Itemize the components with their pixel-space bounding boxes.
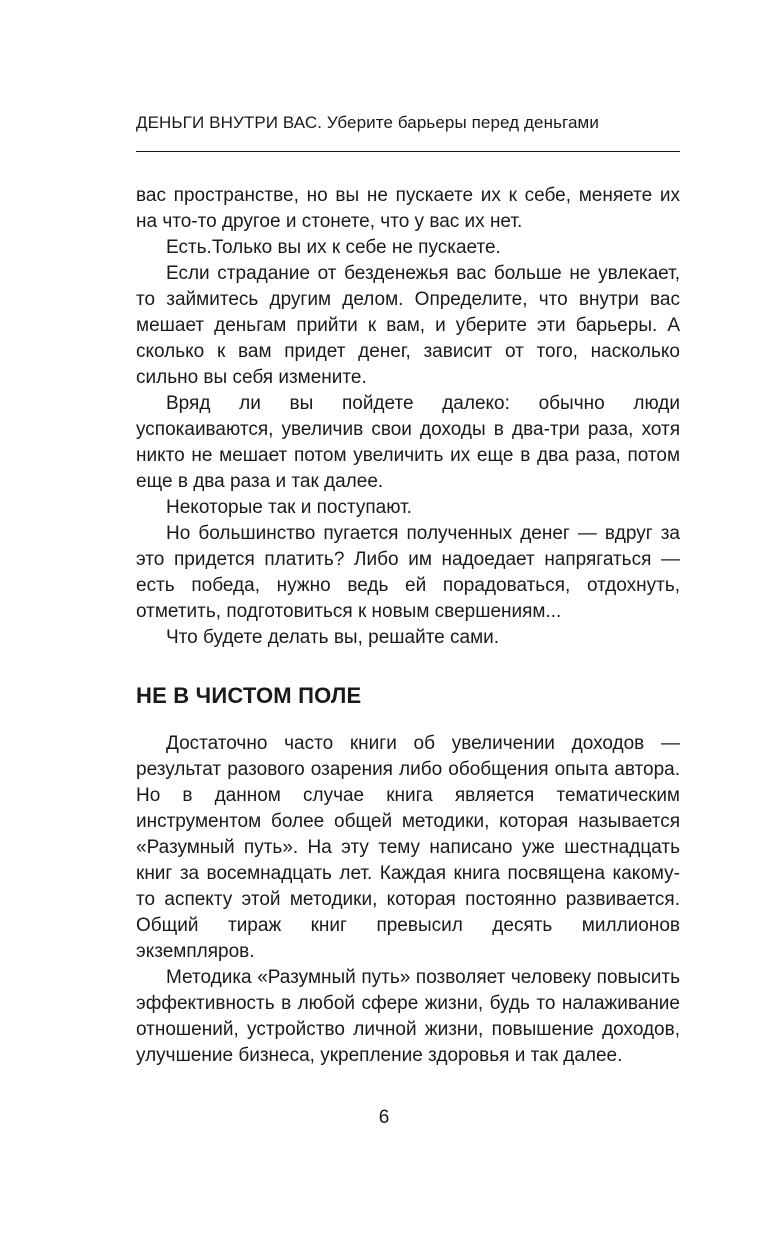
paragraph: Но большинство пугается полученных денег — вдруг за это придется платить? Либо им надоедает напрягаться — есть победа, нужно ведь ей порадоваться, отдохнуть, отметить, подготовиться к новым свершениям... xyxy=(136,523,680,622)
section-heading: НЕ В ЧИСТОМ ПОЛЕ xyxy=(136,683,362,708)
page-number: 6 xyxy=(378,1107,390,1128)
text-block-after-heading xyxy=(136,731,680,1069)
paragraph: вас пространстве, но вы не пускаете их к себе, меняете их на что-то другое и стонете, что у вас их нет. xyxy=(136,185,680,232)
paragraph: Что будете делать вы, решайте сами. xyxy=(166,627,500,648)
paragraph: Достаточно часто книги об увеличении доходов — результат разового озарения либо обобщения опыта автора. Но в данном случае книга является тематическим инструментом более общей методики, которая называется «Разумный путь». На эту тему написано уже шестнадцать книг за восемнадцать лет. Каждая книга посвящена какому-то аспекту этой методики, которая постоянно развивается. Общий тираж книг превысил десять миллионов экземпляров. xyxy=(136,733,680,962)
paragraph: Некоторые так и поступают. xyxy=(166,497,412,518)
paragraph: Методика «Разумный путь» позволяет человеку повысить эффективность в любой сфере жизни, будь то налаживание отношений, устройство личной жизни, повышение доходов, улучшение бизнеса, укрепление здоровья и так далее. xyxy=(136,967,680,1066)
text-block-before-heading xyxy=(136,183,680,651)
running-header: ДЕНЬГИ ВНУТРИ ВАС. Уберите барьеры перед деньгами xyxy=(136,113,599,132)
paragraph: Вряд ли вы пойдете далеко: обычно люди успокаиваются, увеличив свои доходы в два-три раза, хотя никто не мешает потом увеличить их еще в два раза, потом еще в два раза и так далее. xyxy=(136,393,680,492)
paragraph: Если страдание от безденежья вас больше не увлекает, то займитесь другим делом. Определите, что внутри вас мешает деньгам прийти к вам, и уберите эти барьеры. А сколько к вам придет денег, зависит от того, насколько сильно вы себя измените. xyxy=(136,263,680,388)
header-divider xyxy=(136,151,680,152)
paragraph: Есть.Только вы их к себе не пускаете. xyxy=(166,237,501,258)
